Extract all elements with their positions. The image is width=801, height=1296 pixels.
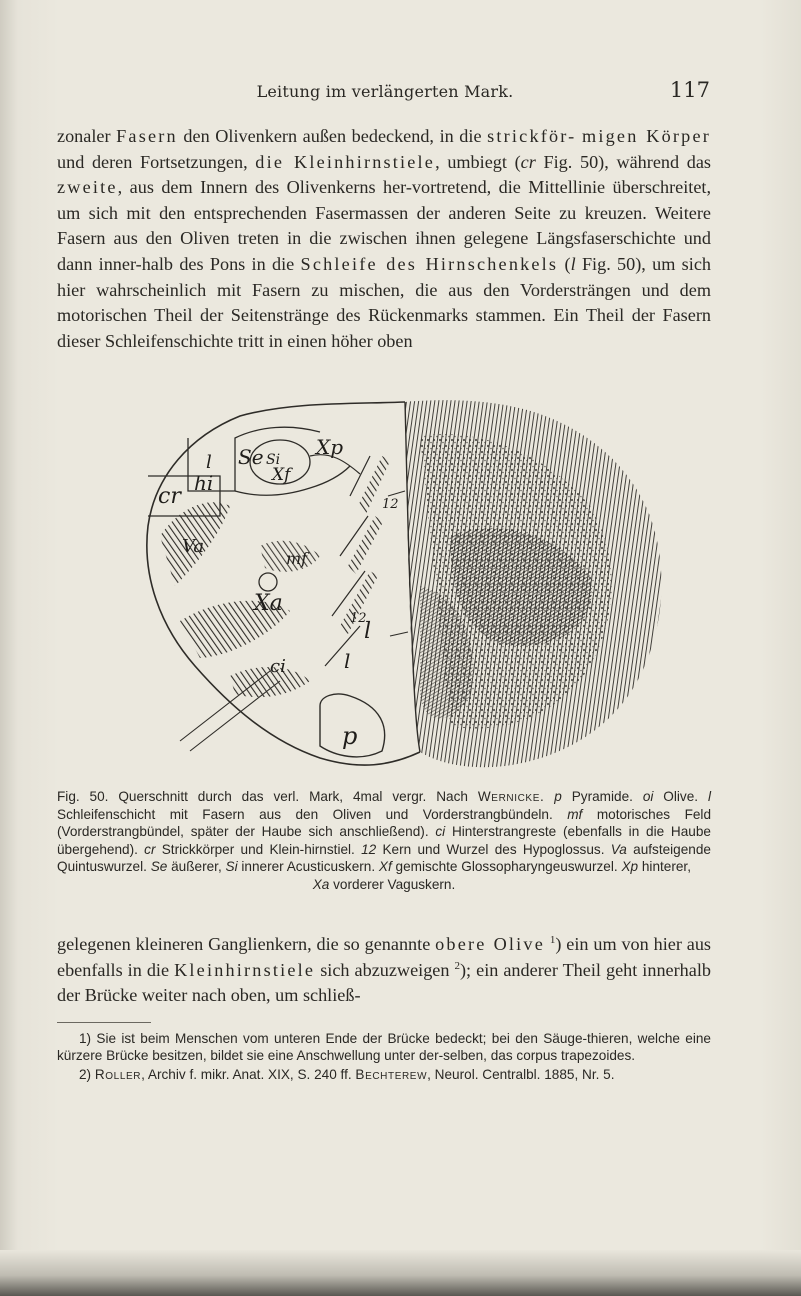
footnote-1: 1) Sie ist beim Menschen vom unteren Ende der Brücke bedeckt; bei den Säuge-thieren, welche eine kürzere Brücke besitzen, bildet sie eine Anschwellung unter der-selben, das corpus trapezoides. — [57, 1031, 711, 1064]
footnote-2: 2) Roller, Archiv f. mikr. Anat. XIX, S. 240 ff. Bechterew, Neurol. Centralbl. 1885, Nr. 5. — [79, 1067, 615, 1083]
fig-label-cr: cr — [158, 484, 181, 509]
brainstem-cross-section-drawing — [120, 396, 680, 772]
fig-label-xf: Xf — [272, 465, 291, 485]
figure-caption: Fig. 50. Querschnitt durch das verl. Mark, 4mal vergr. Nach Wernicke. p Pyramide. oi Olive. l Schleifenschicht mit Fasern aus den Oliven und Vorderstrangbündeln. mf motorisches Feld (Vorderstrangbündel, später der Haube sich anschließend). ci Hinterstrangreste (ebenfalls in die Haube übergehend). cr Strickkörper und Klein-hirnstiel. 12 Kern und Wurzel des Hypoglossus. Va aufsteigende Quintuswurzel. Se äußerer, Si innerer Acusticuskern. Xf gemischte Glossopharyngeuswurzel. Xp hinterer, Xa vorderer Vaguskern. — [57, 789, 712, 892]
fig-label-l-mid: l — [364, 619, 372, 644]
page-number: 117 — [669, 78, 710, 102]
running-header — [60, 78, 710, 108]
body-paragraph-middle: gelegenen kleineren Ganglienkern, die so genannte obere Olive $^1$) ein um von hier aus ebenfalls in die Kleinhirnstiele sich abzuzweigen $^2$); ein anderer Theil geht innerhalb der Brücke weiter nach oben, um schließ- — [57, 933, 711, 1006]
fig-label-l-top: l — [206, 452, 212, 473]
fig-label-ci: ci — [270, 656, 286, 677]
fig-label-12-a: 12 — [382, 497, 399, 512]
fig-label-va: Va — [182, 536, 205, 557]
running-title: Leitung im verlängerten Mark. — [256, 82, 514, 101]
fig-label-xp: Xp — [316, 435, 344, 459]
fig-label-xa: Xa — [254, 591, 283, 616]
fig-label-si: Si — [266, 452, 281, 468]
fig-label-p: p — [342, 722, 358, 750]
fig-label-mf: mf — [286, 549, 308, 568]
body-paragraph-top: zonaler Fasern den Olivenkern außen bedeckend, in die strickför- migen Körper und deren Fortsetzungen, die Kleinhirnstiele, umbiegt (cr Fig. 50), während das zweite, aus dem Innern des Olivenkerns her-vortretend, die Mittellinie überschreitet, um sich mit den entsprechenden Fasermassen der anderen Seite zu kreuzen. Weitere Fasern aus den Oliven treten in die zwischen ihnen gelegene Längsfaserschichte und dann inner-halb des Pons in die Schleife des Hirnschenkels (l Fig. 50), um sich hier wahrscheinlich mit Fasern zu mischen, die aus den Vordersträngen und dem motorischen Theil der Seitenstränge des Rückenmarks stammen. Ein Theil der Fasern dieser Schleifenschichte tritt in einen höher oben — [57, 126, 712, 351]
fig-label-12-b: 12 — [350, 611, 367, 626]
page-bottom-edge — [0, 1250, 801, 1296]
fig-label-hi: hi — [194, 471, 214, 495]
fig-label-l-low: l — [344, 649, 351, 673]
footnotes — [57, 1030, 711, 1086]
fig-label-se: Se — [238, 445, 264, 469]
figure-50-illustration — [120, 396, 680, 772]
footnote-rule — [57, 1022, 151, 1023]
